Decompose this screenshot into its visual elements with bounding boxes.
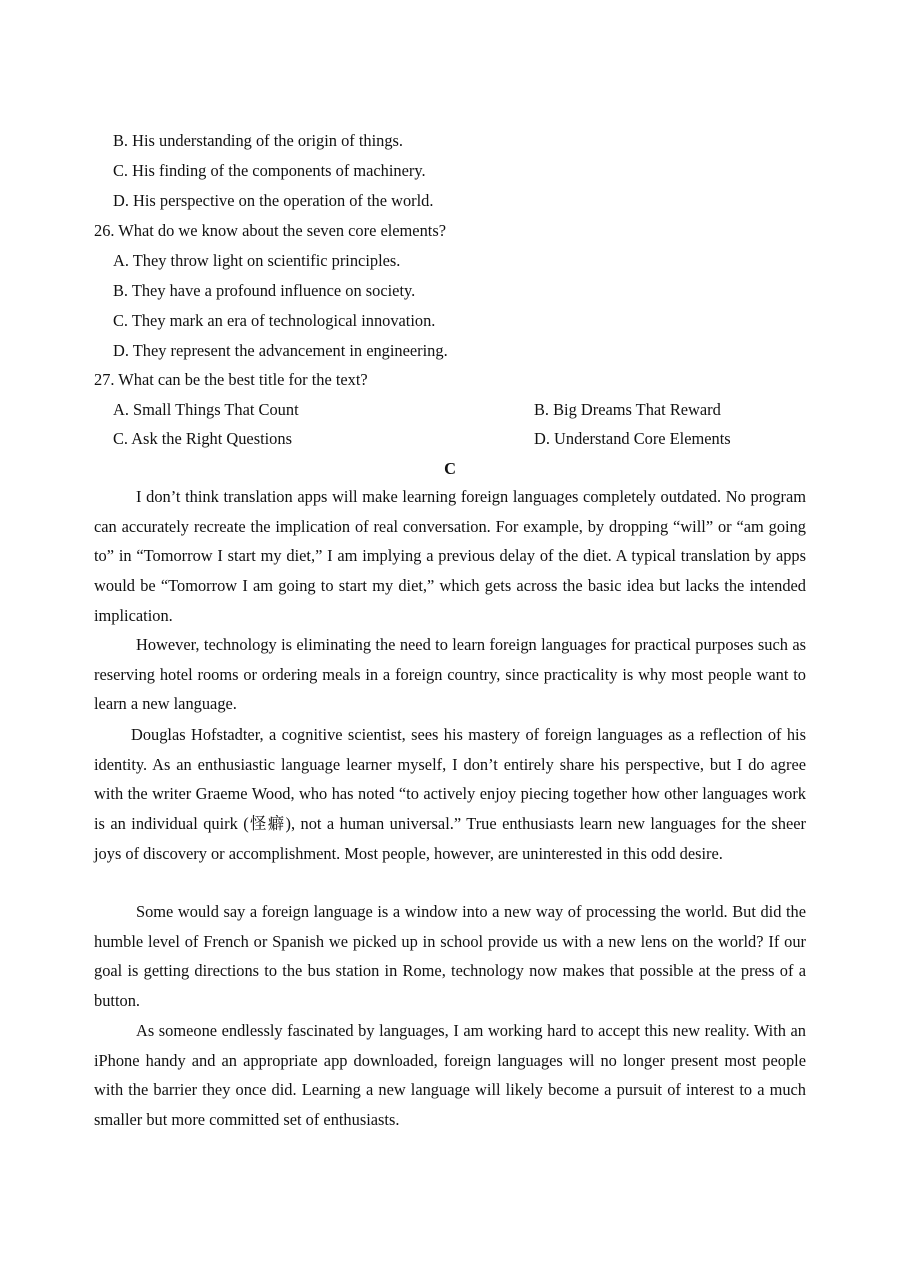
passage-paragraph-5: As someone endlessly fascinated by languages, I am working hard to accept this new reality. With an iPhone handy and an appropriate app downloaded, foreign languages will no longer present most people with the barrier they once did. Learning a new language will likely become a pursuit of interest to a much smaller but more committed set of enthusiasts. (94, 1021, 806, 1130)
q27-option-a: A. Small Things That Count (113, 400, 299, 419)
q27-option-c: C. Ask the Right Questions (113, 429, 292, 448)
q25-option-c: C. His finding of the components of machinery. (113, 161, 426, 180)
q26-stem: 26. What do we know about the seven core elements? (94, 221, 446, 240)
section-c-heading: C (444, 459, 456, 478)
passage-paragraph-1: I don’t think translation apps will make learning foreign languages completely outdated. No program can accurately recreate the implication of real conversation. For example, by dropping “will” or “am going to” in “Tomorrow I start my diet,” I am implying a previous delay of the diet. A typical translation by apps would be “Tomorrow I am going to start my diet,” which gets across the basic idea but lacks the intended implication. (94, 487, 806, 625)
q27-option-d: D. Understand Core Elements (534, 429, 731, 448)
passage-paragraph-4: Some would say a foreign language is a window into a new way of processing the world. But did the humble level of French or Spanish we picked up in school provide us with a new lens on the world? If our goal is getting directions to the bus station in Rome, technology now makes that possible at the press of a button. (94, 902, 806, 1011)
q25-option-b: B. His understanding of the origin of things. (113, 131, 403, 150)
q27-option-b: B. Big Dreams That Reward (534, 400, 721, 419)
q26-option-a: A. They throw light on scientific principles. (113, 251, 401, 270)
q26-option-b: B. They have a profound influence on society. (113, 281, 416, 300)
q26-option-c: C. They mark an era of technological innovation. (113, 311, 436, 330)
q25-option-d: D. His perspective on the operation of the world. (113, 191, 434, 210)
passage-paragraph-3: Douglas Hofstadter, a cognitive scientist, sees his mastery of foreign languages as a reflection of his identity. As an enthusiastic language learner myself, I don’t entirely share his perspective, but I do agree with the writer Graeme Wood, who has noted “to actively enjoy piecing together how other languages work is an individual quirk (怪癖), not a human universal.” True enthusiasts learn new languages for the sheer joys of discovery or accomplishment. Most people, however, are uninterested in this odd desire. (94, 725, 806, 863)
q26-option-d: D. They represent the advancement in engineering. (113, 341, 448, 360)
q27-stem: 27. What can be the best title for the text? (94, 370, 368, 389)
passage-paragraph-2: However, technology is eliminating the need to learn foreign languages for practical purposes such as reserving hotel rooms or ordering meals in a foreign country, since practicality is why most people want to learn a new language. (94, 635, 806, 714)
